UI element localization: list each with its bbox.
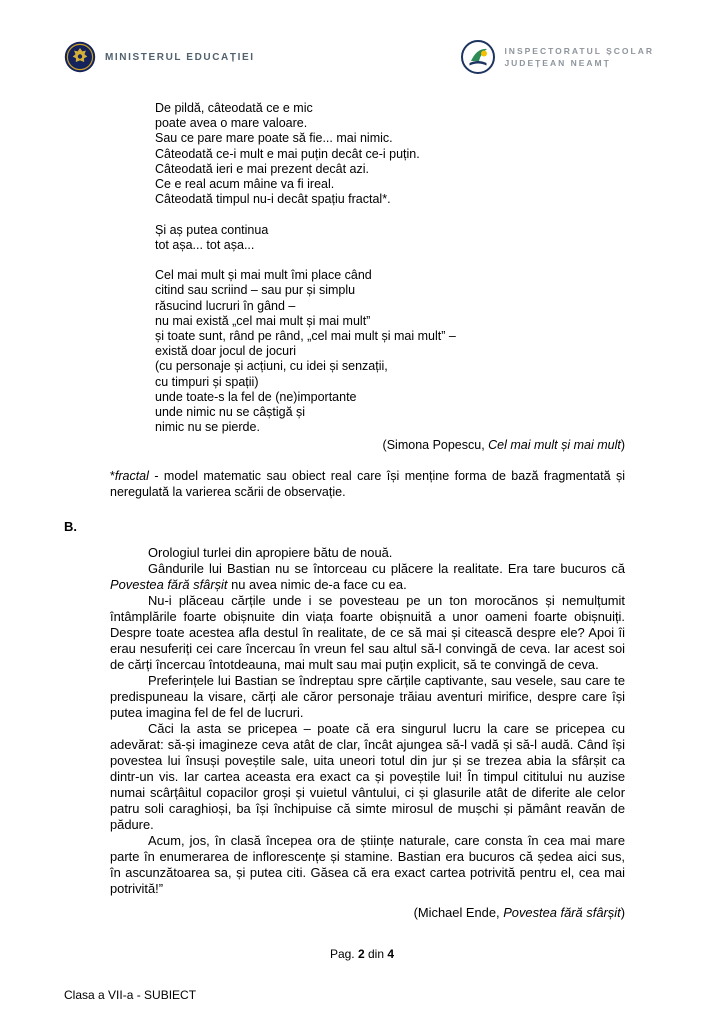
paragraph: Căci la asta se pricepea – poate că era singurul lucru la care se pricepea cu adevărat: să-și imagineze ceva atât de clar, încât ajungea să-l vadă și să-l audă. Când își povestea lui însuși poveștile sale, uita uneori totul din jur și se trezea abia la sfârșit ca dintr-un vis. Iar cartea aceasta era exact ca și poveștile lui! În timpul cititului nu auzise numai scârțâitul copacilor groși și vuietul vântului, ci și glasurile atât de diferite ale celor patru soli caraghioși, ba își închipuise că simte mirosul de mușchi și pământ reavăn de pădure. (110, 721, 625, 833)
ministry-logo (64, 41, 255, 73)
poem (155, 101, 625, 435)
inspectorate-logo-line2: JUDEȚEAN NEAMȚ (504, 58, 611, 68)
poem-line: De pildă, câteodată ce e mic (155, 101, 313, 115)
section-b-label: B. (64, 519, 77, 535)
ministry-emblem-icon (64, 41, 96, 73)
paragraph: Gândurile lui Bastian nu se întorceau cu plăcere la realitate. Era tare bucuros că Povestea fără sfârșit nu avea nimic de-a face cu ea. (110, 561, 625, 593)
poem-line: poate avea o mare valoare. (155, 116, 308, 131)
stanza-gap (155, 253, 625, 268)
poem-line: nu mai există „cel mai mult și mai mult” (155, 313, 371, 328)
page-number: Pag. 2 din 4 (329, 947, 395, 961)
prose-attribution: (Michael Ende, Povestea fără sfârșit) (413, 905, 625, 921)
inspectorate-logo (461, 40, 654, 74)
poem-line: Și aș putea continua (155, 222, 269, 237)
poem-line: și toate sunt, rând pe rând, „cel mai mult și mai mult” – (155, 329, 456, 344)
poem-line: Cel mai mult și mai mult îmi place când (155, 268, 372, 283)
poem-line: citind sau scriind – sau pur și simplu (155, 283, 356, 298)
footnote: *fractal - model matematic sau obiect real care își menține forma de bază fragmentată și neregulată la varierea scării de observație. (110, 469, 625, 500)
poem-line: Câteodată ce-i mult e mai puțin decât ce-i puțin. (155, 146, 420, 161)
poem-line: Câteodată timpul nu-i decât spațiu fractal*. (155, 192, 391, 207)
poem-line: Ce e real acum mâine va fi ireal. (155, 177, 335, 192)
inspectorate-logo-text (504, 46, 654, 68)
inspectorate-emblem-icon (461, 40, 495, 74)
poem-line: există doar jocul de jocuri (155, 344, 297, 359)
poem-line: unde nimic nu se câștigă și (155, 405, 306, 420)
poem-attribution: (Simona Popescu, Cel mai mult și mai mult) (382, 438, 625, 453)
paragraph: Nu-i plăceau cărțile unde i se povesteau pe un ton morocănos și nemulțumit întâmplările foarte obișnuite din viața foarte obișnuită a unor oameni foarte obișnuiți. Despre toate acestea afla destul în realitate, de ce să mai și citească despre ele? Apoi îi erau nesuferiți cei care încercau în vreun fel sau altul să-l convingă de ceva. Iar acest soi de cărți încercau întotdeauna, mai mult sau mai puțin explicit, să te convingă de ceva. (110, 593, 625, 673)
poem-line: Câteodată ieri e mai prezent decât azi. (155, 161, 370, 176)
poem-line: tot așa... tot așa... (155, 237, 255, 252)
paragraph: Orologiul turlei din apropiere bătu de nouă. (148, 545, 393, 561)
poem-line: unde toate-s la fel de (ne)importante (155, 389, 357, 404)
paragraph: Acum, jos, în clasă începea ora de științe naturale, care consta în cea mai mare parte în enumerarea de inflorescențe și stamine. Bastian era bucuros că ședea aici sus, în ascunzătoarea sa, și putea citi. Găsea că era exact cartea potrivită pentru el, cea mai potrivită!” (110, 833, 625, 897)
poem-line: Sau ce pare mare poate să fie... mai nimic. (155, 131, 393, 146)
prose-text (110, 545, 625, 897)
poem-line: cu timpuri și spații) (155, 374, 259, 389)
stanza-gap (155, 207, 625, 222)
ministry-logo-text: MINISTERUL EDUCAȚIEI (105, 51, 255, 63)
poem-line: (cu personaje și acțiuni, cu idei și senzații, (155, 359, 388, 374)
poem-line: nimic nu se pierde. (155, 420, 260, 435)
inspectorate-logo-line1: INSPECTORATUL ȘCOLAR (504, 46, 654, 56)
class-subject-label: Clasa a VII-a - SUBIECT (64, 988, 197, 1002)
poem-line: răsucind lucruri în gând – (155, 298, 296, 313)
paragraph: Preferințele lui Bastian se îndreptau spre cărțile captivante, sau vesele, sau care te predispuneau la visare, cărți ale căror personaje trăiau aventuri mirifice, despre care își putea imagina fel de fel de lucruri. (110, 673, 625, 721)
header (64, 40, 654, 74)
content-column (64, 101, 625, 920)
